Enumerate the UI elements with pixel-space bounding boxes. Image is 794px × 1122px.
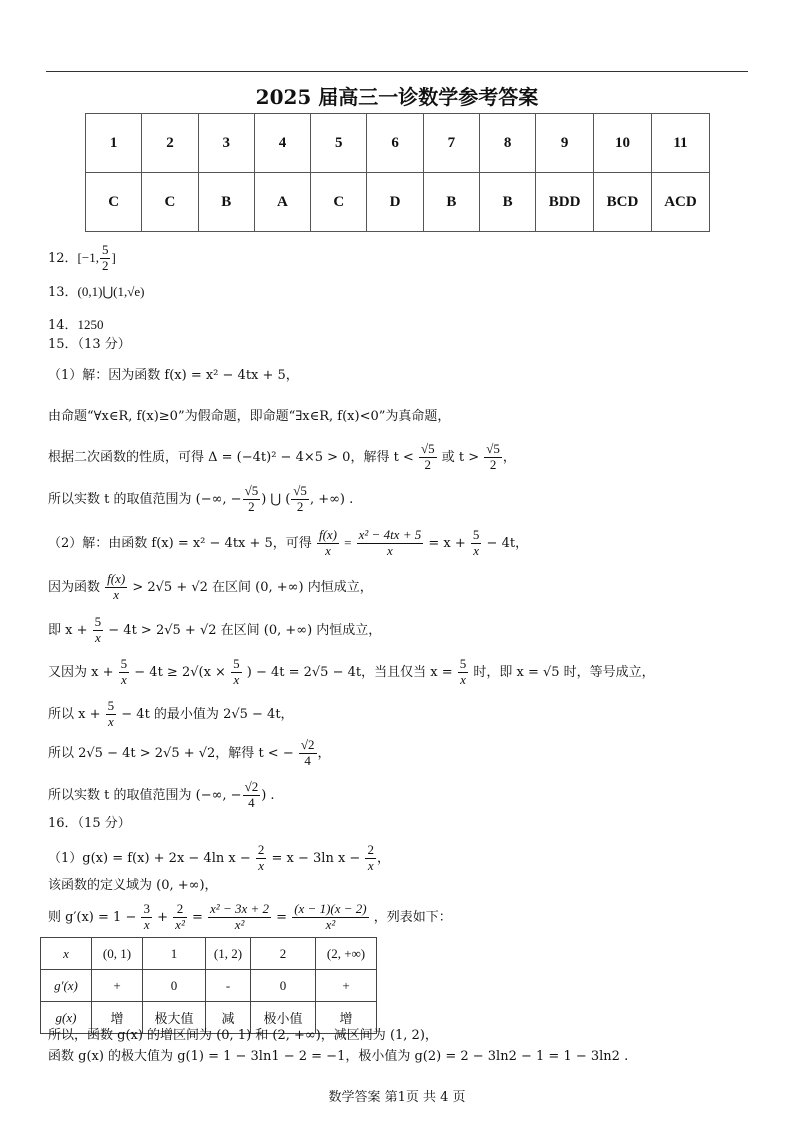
sign-table-cell: g(x) bbox=[41, 1002, 92, 1034]
q15-line bbox=[48, 657, 655, 688]
fraction bbox=[317, 528, 339, 559]
answer-14 bbox=[48, 318, 104, 332]
fraction bbox=[105, 572, 127, 603]
page-footer: 数学答案 第1页 共 4 页 bbox=[328, 1090, 466, 1105]
fraction bbox=[106, 699, 117, 730]
text: （2）解：由函数 f(x) = x² − 4tx + 5，可得 bbox=[48, 535, 312, 551]
denominator: 2 bbox=[424, 456, 432, 472]
text: + bbox=[157, 909, 169, 925]
numerator: 2 bbox=[257, 842, 265, 857]
answer-number: 6 bbox=[367, 114, 423, 173]
q16-header: 16．（15 分） bbox=[48, 816, 131, 831]
denominator: x bbox=[108, 713, 114, 729]
fraction bbox=[93, 615, 104, 646]
answer-choice: B bbox=[479, 173, 535, 232]
numerator: √5 bbox=[486, 441, 500, 456]
sign-table-cell: 极大值 bbox=[143, 1002, 206, 1034]
fraction bbox=[299, 738, 317, 769]
text: − 4t 的最小值为 2√5 − 4t， bbox=[121, 706, 294, 722]
numerator: 5 bbox=[94, 614, 102, 629]
text: = x + bbox=[428, 535, 466, 551]
answer-choice: C bbox=[142, 173, 198, 232]
numerator: √5 bbox=[244, 483, 259, 498]
sign-table-cell: 1 bbox=[143, 938, 206, 970]
q15-line: 由命题“∀x∈R, f(x)≥0”为假命题，即命题“∃x∈R, f(x)<0”为真命题， bbox=[48, 409, 451, 424]
sign-table-cell: g′(x) bbox=[41, 970, 92, 1002]
text: 即 x + bbox=[48, 622, 88, 638]
denominator: 2 bbox=[296, 498, 304, 514]
denominator: x bbox=[143, 916, 150, 932]
sign-table-cell: 极小值 bbox=[251, 1002, 316, 1034]
q16-line: 该函数的定义域为 (0, +∞)， bbox=[48, 878, 218, 893]
text: 因为函数 bbox=[48, 579, 101, 595]
answer-table-number-row bbox=[86, 114, 710, 173]
text: ) − 4t = 2√5 − 4t，当且仅当 x = bbox=[246, 664, 453, 680]
q15-line bbox=[48, 572, 373, 603]
fraction bbox=[173, 902, 187, 933]
header-rule bbox=[46, 71, 748, 72]
numerator: √5 bbox=[420, 441, 435, 456]
fraction bbox=[256, 843, 267, 874]
text: 又因为 x + bbox=[48, 664, 114, 680]
text: , +∞) . bbox=[309, 491, 354, 507]
sign-table-cell: (0, 1) bbox=[92, 938, 143, 970]
q16-line bbox=[48, 902, 452, 933]
sign-table-cell: - bbox=[206, 970, 251, 1002]
text: ) . bbox=[261, 787, 275, 803]
sign-table-cell: 0 bbox=[143, 970, 206, 1002]
fraction bbox=[419, 442, 437, 473]
denominator: x² bbox=[234, 916, 245, 932]
answer-table-answer-row bbox=[86, 173, 710, 232]
fraction bbox=[100, 243, 111, 274]
text: 或 t > bbox=[441, 449, 480, 465]
fraction bbox=[141, 902, 152, 933]
denominator: x bbox=[367, 857, 374, 873]
denominator: 4 bbox=[248, 794, 255, 810]
question-label: 14． bbox=[48, 318, 78, 333]
numerator: √2 bbox=[244, 779, 259, 794]
denominator: 2 bbox=[489, 456, 497, 472]
fraction bbox=[243, 484, 261, 515]
answer-number: 1 bbox=[86, 114, 142, 173]
answer-number: 2 bbox=[142, 114, 198, 173]
text: 所以实数 t 的取值范围为 (−∞, − bbox=[48, 787, 242, 803]
numerator: 5 bbox=[233, 656, 240, 671]
fraction bbox=[231, 657, 242, 688]
denominator: 4 bbox=[304, 752, 311, 768]
numerator: x² − 4tx + 5 bbox=[358, 527, 422, 542]
text: ， bbox=[317, 745, 331, 761]
answer-choice: C bbox=[311, 173, 367, 232]
text: （1）g(x) = f(x) + 2x − 4ln x − bbox=[48, 850, 251, 866]
text: = bbox=[191, 909, 203, 925]
text: 所以 x + bbox=[48, 706, 101, 722]
answer-number: 5 bbox=[311, 114, 367, 173]
q15-line bbox=[48, 615, 381, 646]
answer-table bbox=[85, 113, 710, 232]
denominator: x bbox=[473, 542, 480, 558]
answer-text: (0,1)⋃(1,√e) bbox=[77, 284, 145, 299]
text: 时，即 x = √5 时，等号成立， bbox=[473, 664, 655, 680]
numerator: 5 bbox=[472, 527, 480, 542]
numerator: (x − 1)(x − 2) bbox=[294, 901, 367, 916]
answer-number: 4 bbox=[254, 114, 310, 173]
numerator: 5 bbox=[120, 656, 128, 671]
text: ， bbox=[376, 850, 390, 866]
fraction bbox=[471, 528, 482, 559]
text: 则 g′(x) = 1 − bbox=[48, 909, 137, 925]
fraction bbox=[292, 902, 368, 933]
answer-choice: B bbox=[198, 173, 254, 232]
numerator: 5 bbox=[107, 698, 115, 713]
q15-header: 15．（13 分） bbox=[48, 337, 131, 352]
numerator: f(x) bbox=[107, 571, 126, 586]
q16-line: 函数 g(x) 的极大值为 g(1) = 1 − 3ln1 − 2 = −1，极小值为 g(2) = 2 − 3ln2 − 1 = 1 − 3ln2 . bbox=[48, 1049, 629, 1064]
sign-table-cell: 2 bbox=[251, 938, 316, 970]
answer-choice: B bbox=[423, 173, 479, 232]
q15-line: （2）解：由函数 f(x) = x² − 4tx + 5，可得 $\frac{f(x)}{x}$ = $\frac{\text{x² − 4tx + 5}}{x}$ = x + $\frac{5}{x}$ − 4t， bbox=[48, 527, 529, 558]
numerator: √5 bbox=[293, 483, 307, 498]
answer-text: ] bbox=[111, 249, 116, 265]
answer-12 bbox=[48, 243, 116, 274]
fraction bbox=[208, 902, 271, 933]
question-label: 13． bbox=[48, 285, 78, 300]
answer-13 bbox=[48, 285, 144, 299]
denominator: x bbox=[325, 542, 331, 558]
denominator: 2 bbox=[248, 498, 255, 514]
answer-number: 3 bbox=[198, 114, 254, 173]
fraction bbox=[243, 780, 261, 811]
q15-line bbox=[48, 780, 275, 811]
sign-table-row bbox=[41, 970, 377, 1002]
numerator: 2 bbox=[367, 842, 374, 857]
sign-table-cell: (1, 2) bbox=[206, 938, 251, 970]
numerator: f(x) bbox=[318, 527, 337, 542]
page-title: 2025 届高三一诊数学参考答案 bbox=[255, 85, 539, 109]
text: = x − 3ln x − bbox=[271, 850, 361, 866]
answer-choice: ACD bbox=[651, 173, 709, 232]
sign-table-cell: 增 bbox=[92, 1002, 143, 1034]
answer-text: 1250 bbox=[77, 317, 104, 332]
fraction bbox=[357, 528, 424, 559]
sign-table-cell: + bbox=[92, 970, 143, 1002]
text: − 4t ≥ 2√(x × bbox=[134, 664, 226, 680]
numerator: 5 bbox=[101, 242, 109, 257]
numerator: 3 bbox=[143, 901, 150, 916]
q15-line bbox=[48, 738, 331, 769]
sign-table-cell: 增 bbox=[316, 1002, 377, 1034]
q16-line: 所以，函数 g(x) 的增区间为 (0, 1) 和 (2, +∞)，减区间为 (1, 2)， bbox=[48, 1028, 438, 1043]
q16-line bbox=[48, 843, 390, 874]
numerator: 5 bbox=[459, 656, 467, 671]
numerator: x² − 3x + 2 bbox=[210, 901, 270, 916]
sign-table-cell: + bbox=[316, 970, 377, 1002]
denominator: x bbox=[121, 671, 127, 687]
q15-line bbox=[48, 699, 294, 730]
fraction bbox=[484, 442, 502, 473]
fraction bbox=[119, 657, 130, 688]
denominator: x bbox=[387, 542, 393, 558]
denominator: 2 bbox=[101, 257, 109, 273]
answer-number: 11 bbox=[651, 114, 709, 173]
denominator: x bbox=[460, 671, 466, 687]
numerator: 2 bbox=[173, 902, 187, 918]
answer-text: [−1, bbox=[77, 249, 99, 265]
text: > 2√5 + √2 在区间 (0, +∞) 内恒成立， bbox=[132, 579, 373, 595]
denominator: x bbox=[233, 671, 240, 687]
numerator: √2 bbox=[300, 737, 315, 752]
sign-table-cell: 减 bbox=[206, 1002, 251, 1034]
q15-line: （1）解：因为函数 f(x) = x² − 4tx + 5， bbox=[48, 368, 299, 383]
answer-number: 8 bbox=[479, 114, 535, 173]
denominator: x bbox=[113, 586, 120, 602]
denominator: x bbox=[95, 629, 101, 645]
answer-number: 10 bbox=[594, 114, 652, 173]
answer-choice: BCD bbox=[594, 173, 652, 232]
answer-choice: A bbox=[254, 173, 310, 232]
question-label: 12． bbox=[48, 250, 78, 266]
text: 所以 2√5 − 4t > 2√5 + √2，解得 t < − bbox=[48, 745, 294, 761]
denominator: x bbox=[258, 857, 265, 873]
sign-table-row bbox=[41, 938, 377, 970]
answer-choice: BDD bbox=[536, 173, 594, 232]
fraction bbox=[291, 484, 309, 515]
answer-number: 9 bbox=[536, 114, 594, 173]
fraction bbox=[458, 657, 469, 688]
answer-choice: C bbox=[86, 173, 142, 232]
text: − 4t > 2√5 + √2 在区间 (0, +∞) 内恒成立， bbox=[108, 622, 382, 638]
denominator: x² bbox=[175, 916, 185, 932]
sign-table-cell: 0 bbox=[251, 970, 316, 1002]
answer-choice: D bbox=[367, 173, 423, 232]
answer-number: 7 bbox=[423, 114, 479, 173]
text: − 4t， bbox=[486, 535, 529, 551]
text: = bbox=[276, 909, 288, 925]
sign-table-cell: x bbox=[41, 938, 92, 970]
text: 所以实数 t 的取值范围为 (−∞, − bbox=[48, 491, 242, 507]
q15-line bbox=[48, 484, 353, 515]
text: ) ⋃ ( bbox=[261, 491, 291, 507]
denominator: x² bbox=[325, 916, 336, 932]
text: ， bbox=[502, 449, 516, 465]
q15-line bbox=[48, 442, 516, 473]
fraction bbox=[365, 843, 376, 874]
text: 根据二次函数的性质，可得 Δ = (−4t)² − 4×5 > 0，解得 t < bbox=[48, 449, 414, 465]
sign-table bbox=[40, 937, 377, 1034]
sign-table-cell: (2, +∞) bbox=[316, 938, 377, 970]
text: ，列表如下： bbox=[373, 909, 452, 925]
